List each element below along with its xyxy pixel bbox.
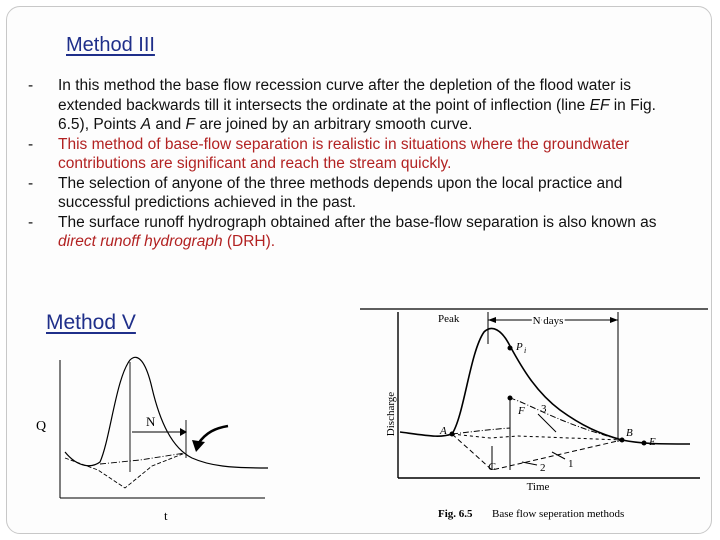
fig-ndays-label: N days [532, 315, 564, 327]
point-a-ref: A [140, 116, 152, 133]
line-ef-ref: EF [589, 96, 610, 114]
drh-term: direct runoff hydrograph [58, 233, 223, 250]
bullet-text-part: In this method the base flow recession curve after the depletion of the flood water is extended backwards till it intersects the ordinate at the point of inflection (line [58, 77, 631, 114]
drh-abbrev: (DRH). [222, 233, 276, 250]
fig-point-a-label: A [440, 425, 447, 437]
fig-curve-2-label: 2 [540, 462, 546, 474]
bullet-text: The selection of anyone of the three methods depends upon the local practice and successful predictions achieved in the past. [58, 174, 623, 211]
bullet-dash: - [28, 77, 34, 94]
fig-point-e-label: E [649, 436, 656, 448]
bullet-dash: - [28, 174, 34, 192]
sketch-y-label: Q [36, 419, 47, 434]
fig-point-c-label: C [488, 461, 496, 473]
sketch-hydrograph [65, 357, 268, 468]
fig-pi-subscript: i [524, 346, 527, 355]
fig-x-label: Time [526, 481, 550, 493]
bullet-text [58, 76, 678, 135]
heading-method-v: Method V [46, 311, 136, 334]
fig-ndays-arrowhead-right [610, 317, 618, 323]
fig-curve-3-label: 3 [541, 403, 547, 415]
method-v-sketch [20, 340, 280, 530]
bullet-text-part: are joined by an arbitrary smooth curve. [195, 116, 473, 133]
fig-point-f [508, 396, 513, 401]
bullet-4 [28, 213, 678, 252]
point-f-ref: F [185, 116, 196, 133]
fig-method-3-line [452, 398, 622, 440]
sketch-separation-line-lower [65, 453, 185, 488]
fig-point-a [450, 432, 455, 437]
bullet-2 [28, 135, 678, 174]
fig-pi-label: P [516, 341, 523, 353]
fig-peak-label: Peak [438, 313, 460, 325]
fig-point-f-label: F [518, 405, 525, 417]
bullet-3 [28, 174, 678, 213]
sketch-pointer-arrowhead [192, 440, 205, 452]
fig-method-2-line [452, 434, 622, 440]
fig-y-label: Discharge [385, 391, 397, 437]
figure-6-5 [360, 306, 710, 530]
fig-point-b [620, 438, 625, 443]
sketch-pointer-arrow [198, 426, 228, 444]
fig-caption-text: Base flow seperation methods [492, 508, 625, 520]
sketch-n-label: N [146, 414, 156, 429]
heading-method-iii: Method III [66, 34, 155, 56]
bullet-list [28, 76, 678, 252]
fig-point-b-label: B [626, 427, 633, 439]
fig-caption-number: Fig. 6.5 [438, 508, 473, 520]
bullet-text [58, 213, 678, 252]
bullet-text-part: and [151, 116, 186, 133]
fig-curve-2-pointer [522, 462, 537, 465]
fig-ndays-arrowhead-left [488, 317, 496, 323]
bullet-text: This method of base-flow separation is realistic in situations where the groundwater contributions are significant and reach the stream quickly. [58, 135, 630, 172]
fig-curve-1-label: 1 [568, 458, 574, 470]
bullet-dash: - [28, 135, 34, 153]
bullet-text-part: The surface runoff hydrograph obtained after the base-flow separation is also known as [58, 213, 657, 231]
bullet-dash: - [28, 213, 34, 231]
bullet-text-part: in Fig. 6.5), Points [58, 96, 656, 133]
fig-point-pi [508, 346, 513, 351]
fig-point-e [642, 441, 647, 446]
bullet-1 [28, 76, 678, 135]
sketch-x-label: t [164, 508, 168, 523]
fig-curve-1-pointer [552, 452, 565, 459]
